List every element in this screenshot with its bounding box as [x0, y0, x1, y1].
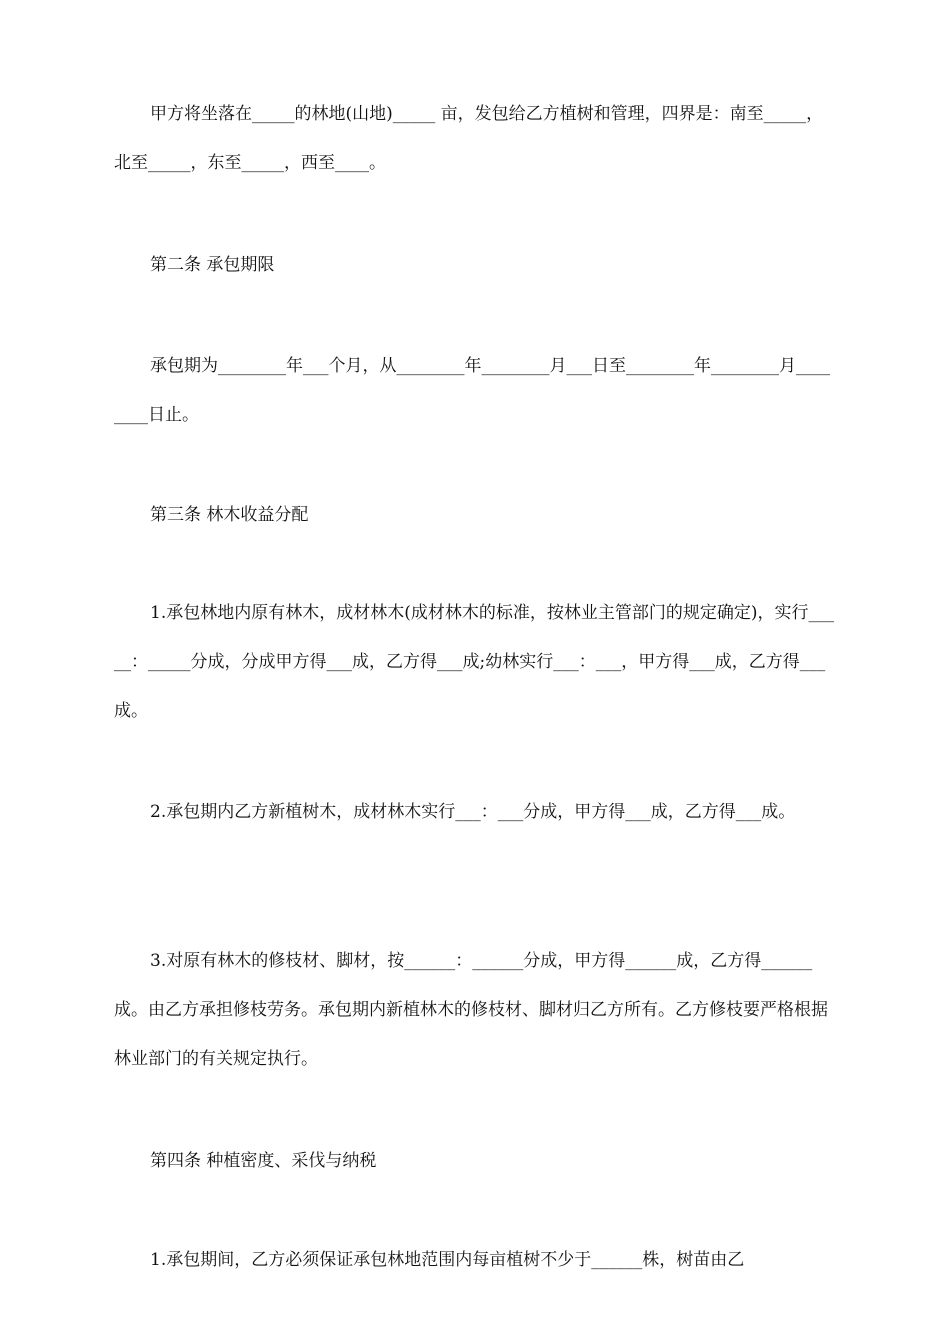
article-4-clause-1: 1.承包期间，乙方必须保证承包林地范围内每亩植树不少于______株，树苗由乙: [150, 1250, 745, 1270]
article-3-clause-2: 2.承包期内乙方新植树木，成材林木实行___：___分成，甲方得___成，乙方得___成。: [150, 802, 796, 822]
article-3-clause-3: 3.对原有林木的修枝材、脚材，按______：______分成，甲方得______成，乙方得______成。由乙方承担修枝劳务。承包期内新植林木的修枝材、脚材归乙方所有。乙方修枝要严格根据林业部门的有关规定执行。: [114, 951, 828, 1069]
article-3-heading: 第三条 林木收益分配: [150, 505, 309, 525]
article-4-heading: 第四条 种植密度、采伐与纳税: [150, 1151, 377, 1171]
article-3-clause-1: 1.承包林地内原有林木，成材林木(成材林木的标准，按林业主管部门的规定确定)，实行_____：_____分成，分成甲方得___成，乙方得___成;幼林实行___：___，甲方得___成，乙方得___成。: [114, 603, 834, 721]
contract-term-paragraph: 承包期为________年___个月，从________年________月___日至________年________月________日止。: [114, 356, 830, 425]
intro-paragraph: 甲方将坐落在_____的林地(山地)_____ 亩，发包给乙方植树和管理，四界是：南至_____，北至_____，东至_____，西至____。: [114, 104, 824, 173]
article-2-heading: 第二条 承包期限: [150, 255, 275, 275]
